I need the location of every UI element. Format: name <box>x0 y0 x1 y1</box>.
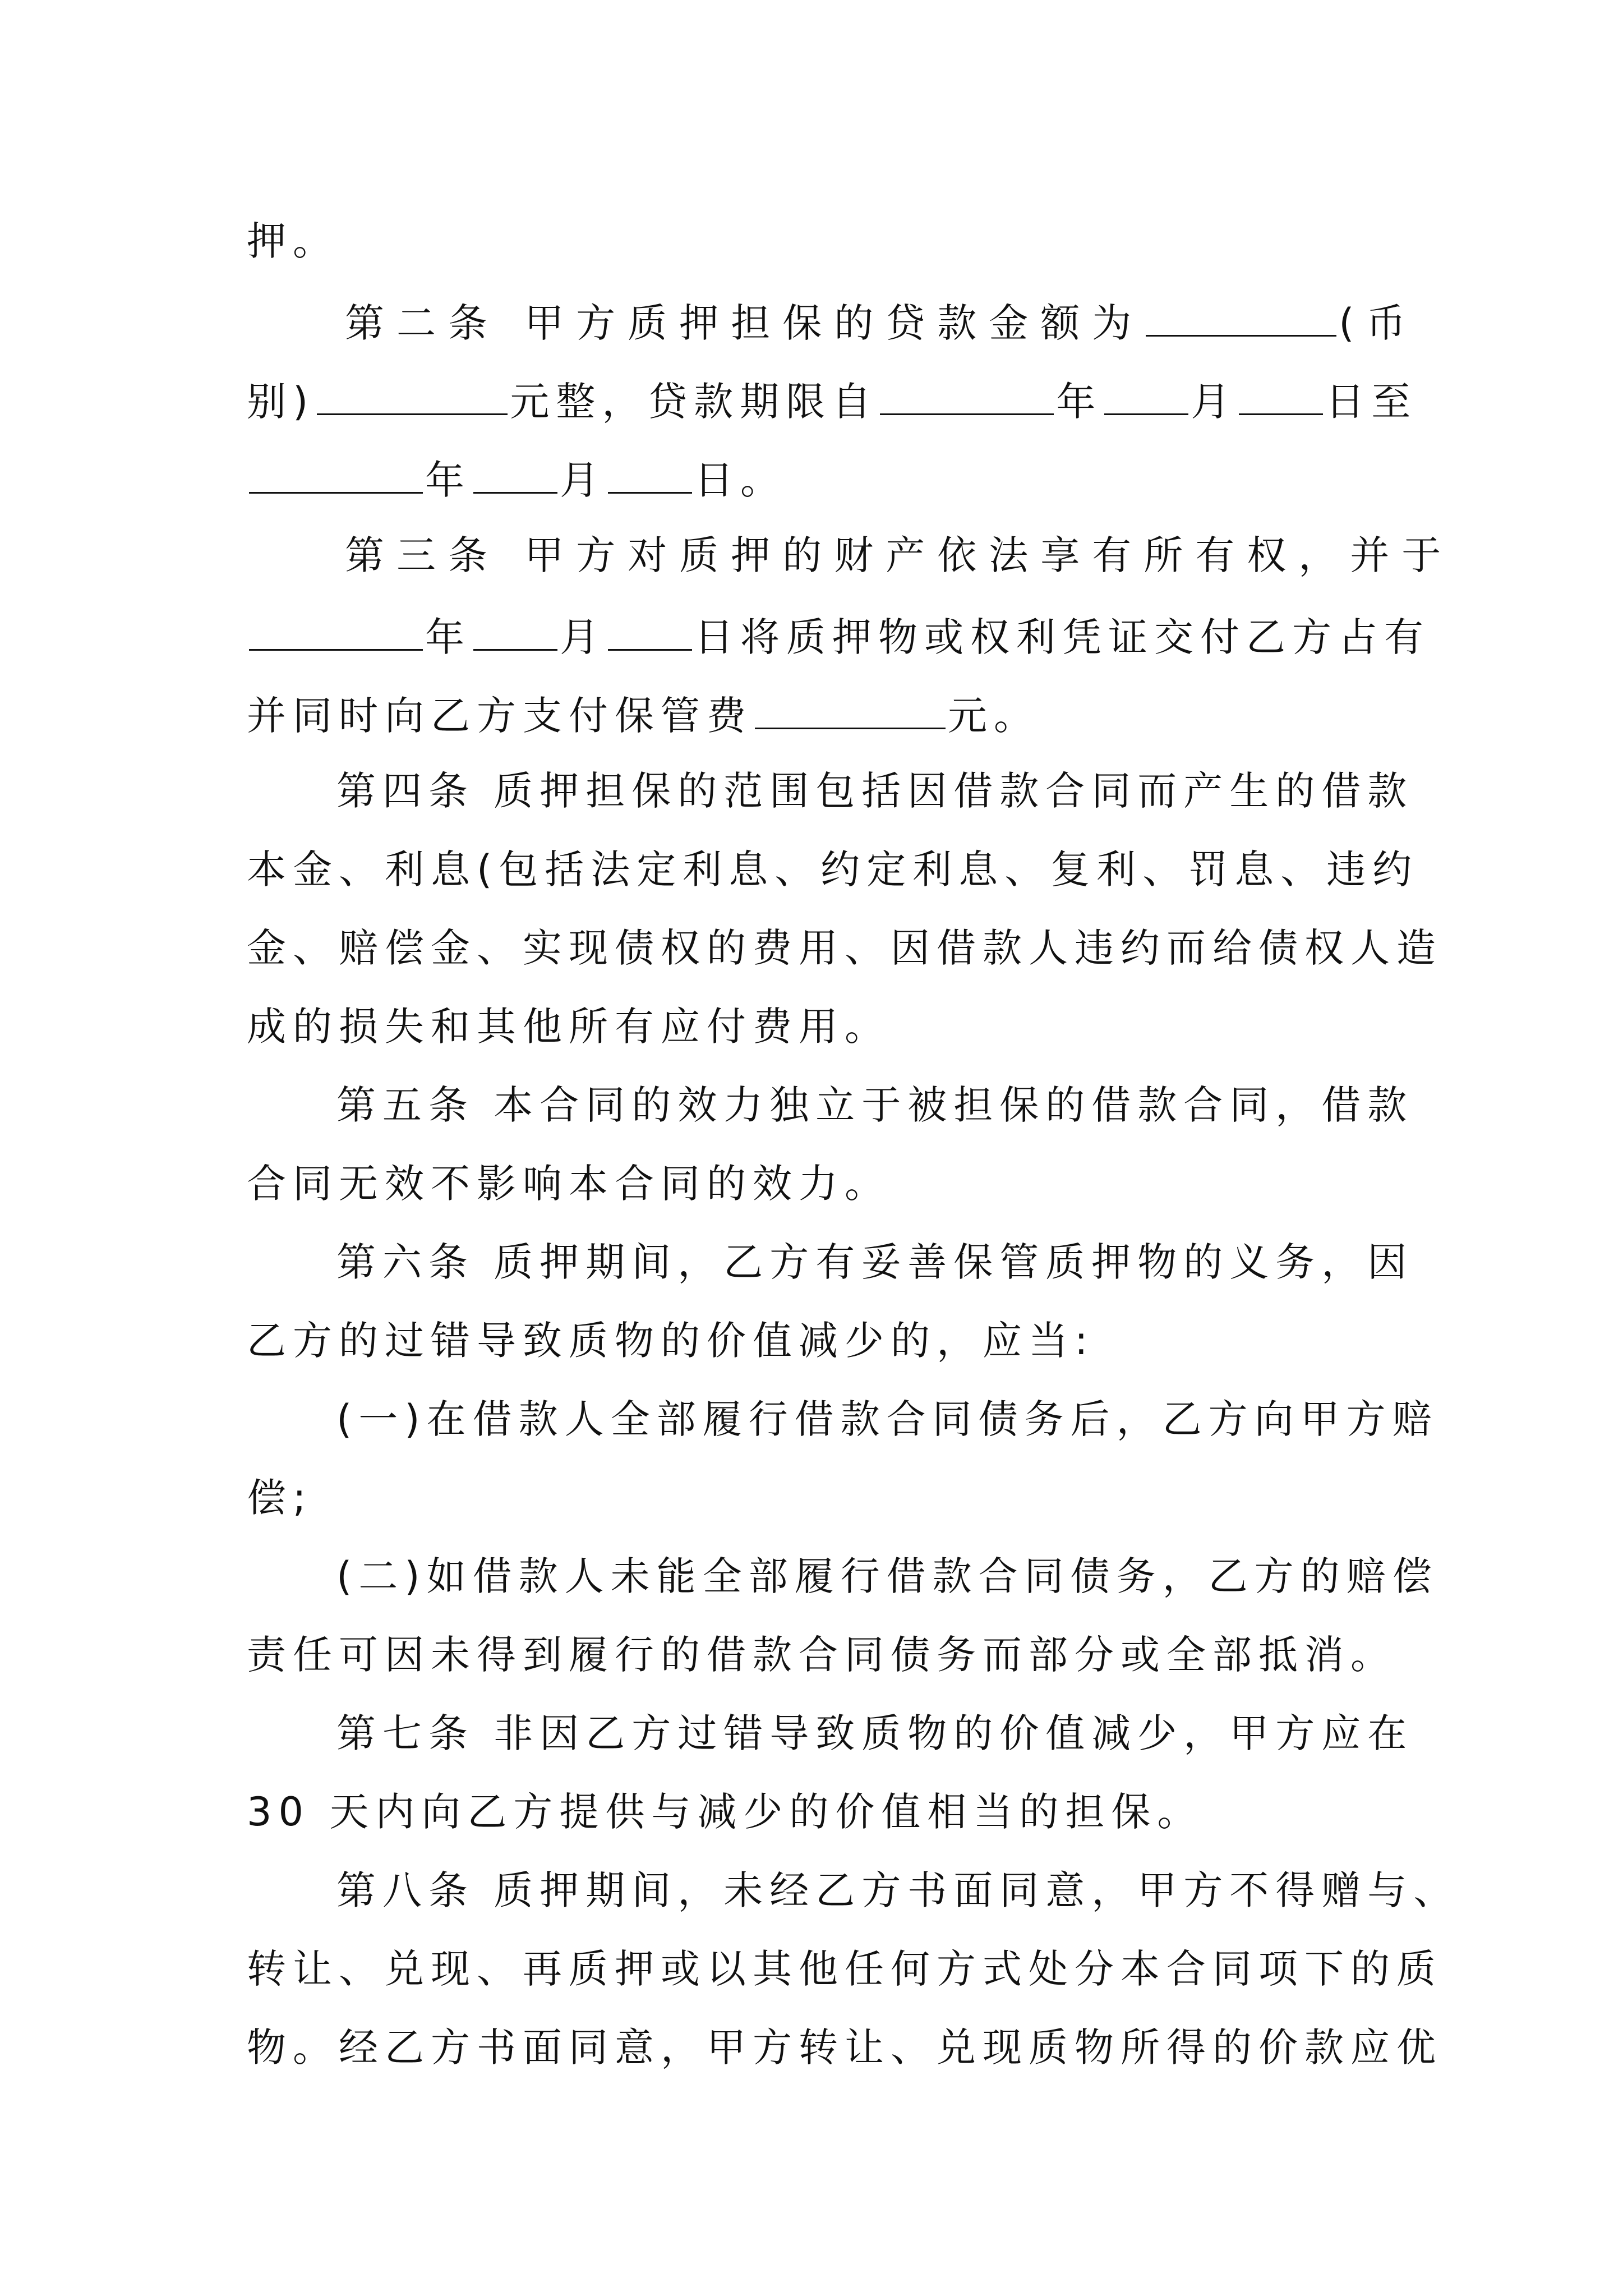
fill-in-blank[interactable] <box>249 457 423 494</box>
text-span: 元整，贷款期限自 <box>510 379 878 425</box>
text-span: (二)如借款人未能全部履行借款合同债务，乙方的赔偿 <box>336 1553 1438 1599</box>
text-span: (一)在借款人全部履行借款合同债务后，乙方向甲方赔 <box>336 1396 1438 1442</box>
text-span: 第八条 质押期间，未经乙方书面同意，甲方不得赠与、 <box>336 1867 1460 1913</box>
text-span: 第四条 质押担保的范围包括因借款合同而产生的借款 <box>336 768 1414 814</box>
text-span: (币 <box>1339 300 1418 346</box>
text-span: 本金、利息(包括法定利息、约定利息、复利、罚息、违约 <box>247 846 1419 892</box>
text-span: 第三条 甲方对质押的财产依法享有所有权，并于 <box>345 532 1454 578</box>
fill-in-blank[interactable] <box>473 614 557 651</box>
fill-in-blank[interactable] <box>249 614 423 651</box>
text-span: 第七条 非因乙方过错导致质物的价值减少，甲方应在 <box>336 1710 1414 1756</box>
article-5-line-1 <box>336 1082 1414 1128</box>
article-8-line-3 <box>247 2024 1442 2070</box>
fill-in-blank[interactable] <box>608 457 692 494</box>
clause-2-line-1 <box>336 1553 1438 1599</box>
article-3-line-1 <box>345 532 1454 578</box>
clause-2-line-2 <box>247 1632 1396 1678</box>
clause-1-line-2 <box>247 1475 313 1521</box>
article-3-line-2 <box>247 614 1430 660</box>
article-5-line-2 <box>247 1161 891 1207</box>
article-2-line-1 <box>345 300 1418 346</box>
article-7-line-2 <box>247 1789 1204 1835</box>
fill-in-blank[interactable] <box>1239 379 1323 415</box>
article-4-line-2 <box>247 846 1419 892</box>
article-2-line-3 <box>247 457 786 503</box>
text-span: 转让、兑现、再质押或以其他任何方式处分本合同项下的质 <box>247 1946 1442 1992</box>
text-span: 元。 <box>948 693 1040 739</box>
article-6-line-2 <box>247 1318 1095 1364</box>
text-span: 年 <box>425 614 471 660</box>
fill-in-blank[interactable] <box>473 457 557 494</box>
article-4-line-3 <box>247 925 1442 971</box>
text-span: 责任可因未得到履行的借款合同债务而部分或全部抵消。 <box>247 1632 1396 1678</box>
text-span: 物。经乙方书面同意，甲方转让、兑现质物所得的价款应优 <box>247 2024 1442 2070</box>
text-span: 年 <box>425 457 471 503</box>
text-span: 月 <box>560 457 606 503</box>
text-span: 30 天内向乙方提供与减少的价值相当的担保。 <box>247 1789 1204 1835</box>
text-line <box>247 218 339 264</box>
article-3-line-3 <box>247 693 1040 739</box>
clause-1-line-1 <box>336 1396 1438 1442</box>
text-span: 第五条 本合同的效力独立于被担保的借款合同，借款 <box>336 1082 1414 1128</box>
text-span: 并同时向乙方支付保管费 <box>247 693 753 739</box>
text-span: 日至 <box>1325 379 1418 425</box>
article-8-line-2 <box>247 1946 1442 1992</box>
fill-in-blank[interactable] <box>1104 379 1188 415</box>
fill-in-blank[interactable] <box>317 379 508 415</box>
text-span: 合同无效不影响本合同的效力。 <box>247 1161 891 1207</box>
text-span: 日将质押物或权利凭证交付乙方占有 <box>694 614 1430 660</box>
article-2-line-2 <box>247 379 1418 425</box>
fill-in-blank[interactable] <box>608 614 692 651</box>
fill-in-blank[interactable] <box>1146 300 1336 337</box>
article-8-line-1 <box>336 1867 1460 1913</box>
text-span: 月 <box>560 614 606 660</box>
text-span: 金、赔偿金、实现债权的费用、因借款人违约而给债权人造 <box>247 925 1442 971</box>
article-4-line-1 <box>336 768 1414 814</box>
article-4-line-4 <box>247 1004 891 1050</box>
text-span: 年 <box>1056 379 1103 425</box>
text-span: 押。 <box>247 218 339 264</box>
text-span: 月 <box>1191 379 1237 425</box>
article-6-line-1 <box>336 1239 1414 1285</box>
fill-in-blank[interactable] <box>755 693 946 729</box>
fill-in-blank[interactable] <box>880 379 1054 415</box>
text-span: 别) <box>247 379 315 425</box>
text-span: 乙方的过错导致质物的价值减少的，应当: <box>247 1318 1095 1364</box>
text-span: 日。 <box>694 457 786 503</box>
text-span: 第六条 质押期间，乙方有妥善保管质押物的义务，因 <box>336 1239 1414 1285</box>
text-span: 第二条 甲方质押担保的贷款金额为 <box>345 300 1144 346</box>
text-span: 成的损失和其他所有应付费用。 <box>247 1004 891 1050</box>
article-7-line-1 <box>336 1710 1414 1756</box>
text-span: 偿; <box>247 1475 313 1521</box>
